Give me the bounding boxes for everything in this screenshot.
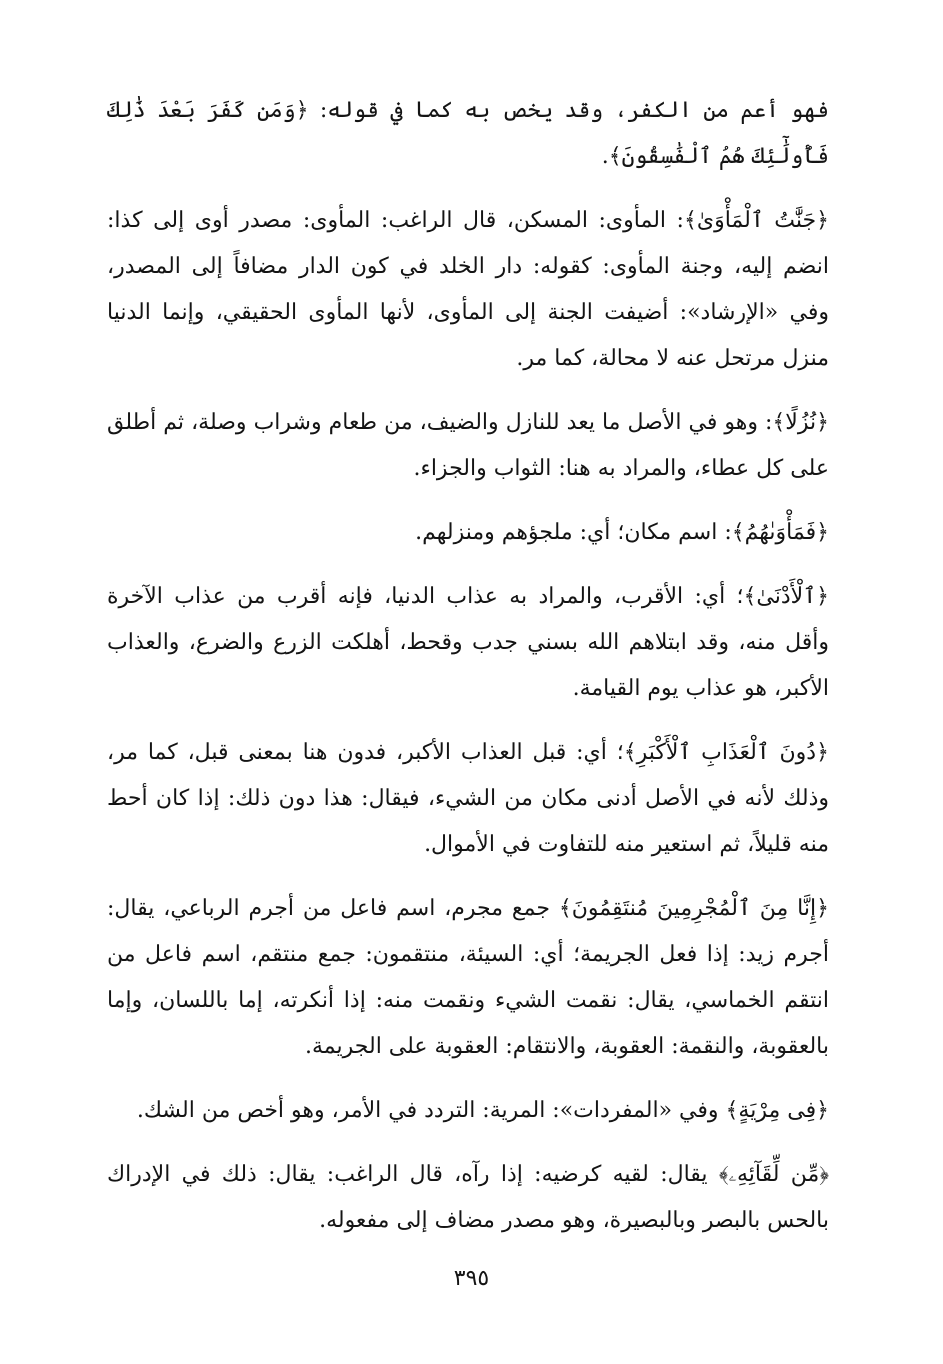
paragraph-8: ﴿فِى مِرْيَةٍ﴾ وفي «المفردات»: المرية: التردد في الأمر، وهو أخص من الشك. bbox=[136, 1098, 829, 1123]
paragraph-7: ﴿إِنَّا مِنَ ٱلْمُجْرِمِينَ مُنتَقِمُونَ﴾ جمع مجرم، اسم فاعل من أجرم الرباعي، يقال: أجرم زيد: إذا فعل الجريمة؛ أي: السيئة، منتقمون: جمع منتقم، اسم فاعل من انتقم الخماسي، يقال: نقمت الشيء ونقمت منه: إذا أنكرته، إما باللسان، وإما بالعقوبة، والنقمة: العقوبة، والانتقام: العقوبة على الجريمة. bbox=[107, 896, 829, 1059]
page-number: ٣٩٥ bbox=[453, 1266, 490, 1291]
paragraph-9: ﴿مِّن لِّقَآئِهِۦ﴾ يقال: لقيه كرضيه: إذا رآه، قال الراغب: يقال: ذلك في الإدراك بالحس بالبصر وبالبصيرة، وهو مصدر مضاف إلى مفعوله. bbox=[107, 1162, 829, 1233]
paragraph-3: ﴿نُزُلًا﴾: وهو في الأصل ما يعد للنازل والضيف، من طعام وشراب وصلة، ثم أطلق على كل عطاء، والمراد به هنا: الثواب والجزاء. bbox=[107, 410, 829, 481]
paragraph-4: ﴿فَمَأْوَىٰهُمُ﴾: اسم مكان؛ أي: ملجؤهم ومنزلهم. bbox=[415, 520, 829, 545]
page-body bbox=[107, 88, 829, 1258]
paragraph-1: فهو أعم من الكفر، وقد يخص به كما في قوله: ﴿وَمَن كَفَرَ بَعْدَ ذَٰلِكَ فَأُولَٰٓئِكَ هُمُ ٱلْفَٰسِقُونَ﴾. bbox=[107, 98, 829, 169]
paragraph-2: ﴿جَنَّٰتُ ٱلْمَأْوَىٰ﴾: المأوى: المسكن، قال الراغب: المأوى: مصدر أوى إلى كذا: انضم إليه، وجنة المأوى: كقوله: دار الخلد في كون الدار مضافاً إلى المصدر، وفي «الإرشاد»: أضيفت الجنة إلى المأوى، لأنها المأوى الحقيقي، وإنما الدنيا منزل مرتحل عنه لا محالة، كما مر. bbox=[107, 208, 829, 371]
paragraph-5: ﴿ٱلْأَدْنَىٰ﴾؛ أي: الأقرب، والمراد به عذاب الدنيا، فإنه أقرب من عذاب الآخرة وأقل منه، وقد ابتلاهم الله بسني جدب وقحط، أهلكت الزرع والضرع، والعذاب الأكبر، هو عذاب يوم القيامة. bbox=[107, 584, 829, 701]
paragraph-6: ﴿دُونَ ٱلْعَذَابِ ٱلْأَكْبَرِ﴾؛ أي: قبل العذاب الأكبر، فدون هنا بمعنى قبل، كما مر، وذلك لأنه في الأصل أدنى مكان من الشيء، فيقال: هذا دون ذلك: إذا كان أحط منه قليلاً، ثم استعير منه للتفاوت في الأموال. bbox=[107, 740, 829, 857]
